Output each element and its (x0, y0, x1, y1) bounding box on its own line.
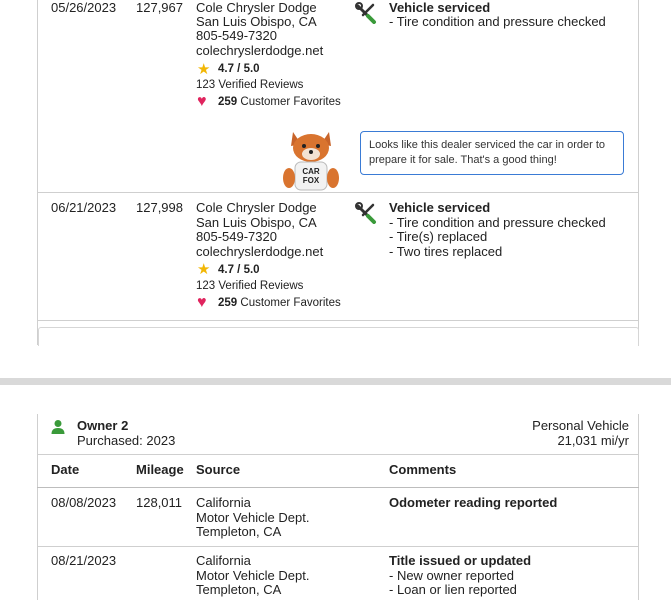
customer-favorites (218, 296, 341, 311)
row-date: 08/21/2023 (51, 553, 117, 568)
mascot-shirt-text-top: CAR (302, 167, 320, 176)
star-icon: ★ (197, 61, 211, 78)
owner-purchased: Purchased: 2023 (77, 433, 176, 448)
owner-person-icon (51, 419, 65, 435)
source-website-link[interactable]: colechryslerdodge.net (196, 244, 324, 259)
source-name: Cole Chrysler Dodge (196, 200, 317, 215)
source-line: Templeton, CA (196, 524, 282, 539)
row-date: 06/21/2023 (51, 200, 117, 215)
comment-title: Title issued or updated (389, 553, 532, 568)
row-mileage: 128,011 (136, 495, 183, 510)
card-left-border (37, 414, 38, 600)
star-icon: ★ (197, 261, 211, 278)
service-tools-icon (355, 202, 377, 224)
column-header-comments: Comments (389, 462, 457, 477)
favorites-label: Customer Favorites (240, 96, 341, 108)
vehicle-type: Personal Vehicle (532, 418, 629, 433)
favorites-count: 259 (218, 297, 238, 309)
dealer-rating: 4.7 / 5.0 (218, 63, 260, 75)
heart-icon: ♥ (197, 294, 207, 311)
comment-title: Odometer reading reported (389, 495, 558, 510)
source-location: San Luis Obispo, CA (196, 14, 317, 29)
source-location: San Luis Obispo, CA (196, 215, 317, 230)
row-divider (37, 192, 639, 193)
owner-label: Owner 2 (77, 418, 129, 433)
header-divider-top (37, 454, 639, 455)
heart-icon: ♥ (197, 93, 207, 110)
next-card-edge (38, 327, 639, 346)
source-line: California (196, 553, 251, 568)
favorites-label: Customer Favorites (240, 297, 341, 309)
source-phone[interactable]: 805-549-7320 (196, 28, 277, 43)
row-mileage: 127,967 (136, 0, 183, 15)
dealer-reviews-link[interactable]: 123 Verified Reviews (196, 79, 304, 91)
comment-item: - Tire condition and pressure checked (389, 14, 606, 29)
row-divider (37, 546, 639, 547)
comment-item: - Loan or lien reported (389, 582, 517, 597)
comment-item: - New owner reported (389, 568, 514, 583)
miles-per-year: 21,031 mi/yr (557, 433, 629, 448)
card-right-border (638, 414, 639, 600)
dealer-tip-callout: Looks like this dealer serviced the car in order to prepare it for sale. That's a good thing! (360, 131, 624, 175)
column-header-mileage: Mileage (136, 462, 184, 477)
dealer-reviews-link[interactable]: 123 Verified Reviews (196, 280, 304, 292)
favorites-count: 259 (218, 96, 238, 108)
service-tools-icon (355, 2, 377, 24)
header-divider-bottom (37, 487, 639, 488)
source-website-link[interactable]: colechryslerdodge.net (196, 43, 324, 58)
source-line: Templeton, CA (196, 582, 282, 597)
card-left-border (37, 0, 38, 345)
comment-item: - Tire condition and pressure checked (389, 215, 606, 230)
comment-item: - Tire(s) replaced (389, 229, 488, 244)
source-line: Motor Vehicle Dept. (196, 568, 310, 583)
carfox-mascot-image (281, 126, 341, 194)
source-line: California (196, 495, 251, 510)
comment-title: Vehicle serviced (389, 0, 491, 15)
source-name: Cole Chrysler Dodge (196, 0, 317, 15)
row-date: 08/08/2023 (51, 495, 117, 510)
row-mileage: 127,998 (136, 200, 183, 215)
mascot-shirt-text-bottom: FOX (302, 176, 320, 185)
card-right-border (638, 0, 639, 345)
row-date: 05/26/2023 (51, 0, 117, 15)
source-phone[interactable]: 805-549-7320 (196, 229, 277, 244)
column-header-source: Source (196, 462, 241, 477)
screenshot-divider (0, 378, 671, 385)
comment-title: Vehicle serviced (389, 200, 491, 215)
source-line: Motor Vehicle Dept. (196, 510, 310, 525)
row-divider (37, 320, 639, 321)
customer-favorites (218, 95, 341, 110)
column-header-date: Date (51, 462, 80, 477)
comment-item: - Two tires replaced (389, 244, 503, 259)
dealer-rating: 4.7 / 5.0 (218, 264, 260, 276)
